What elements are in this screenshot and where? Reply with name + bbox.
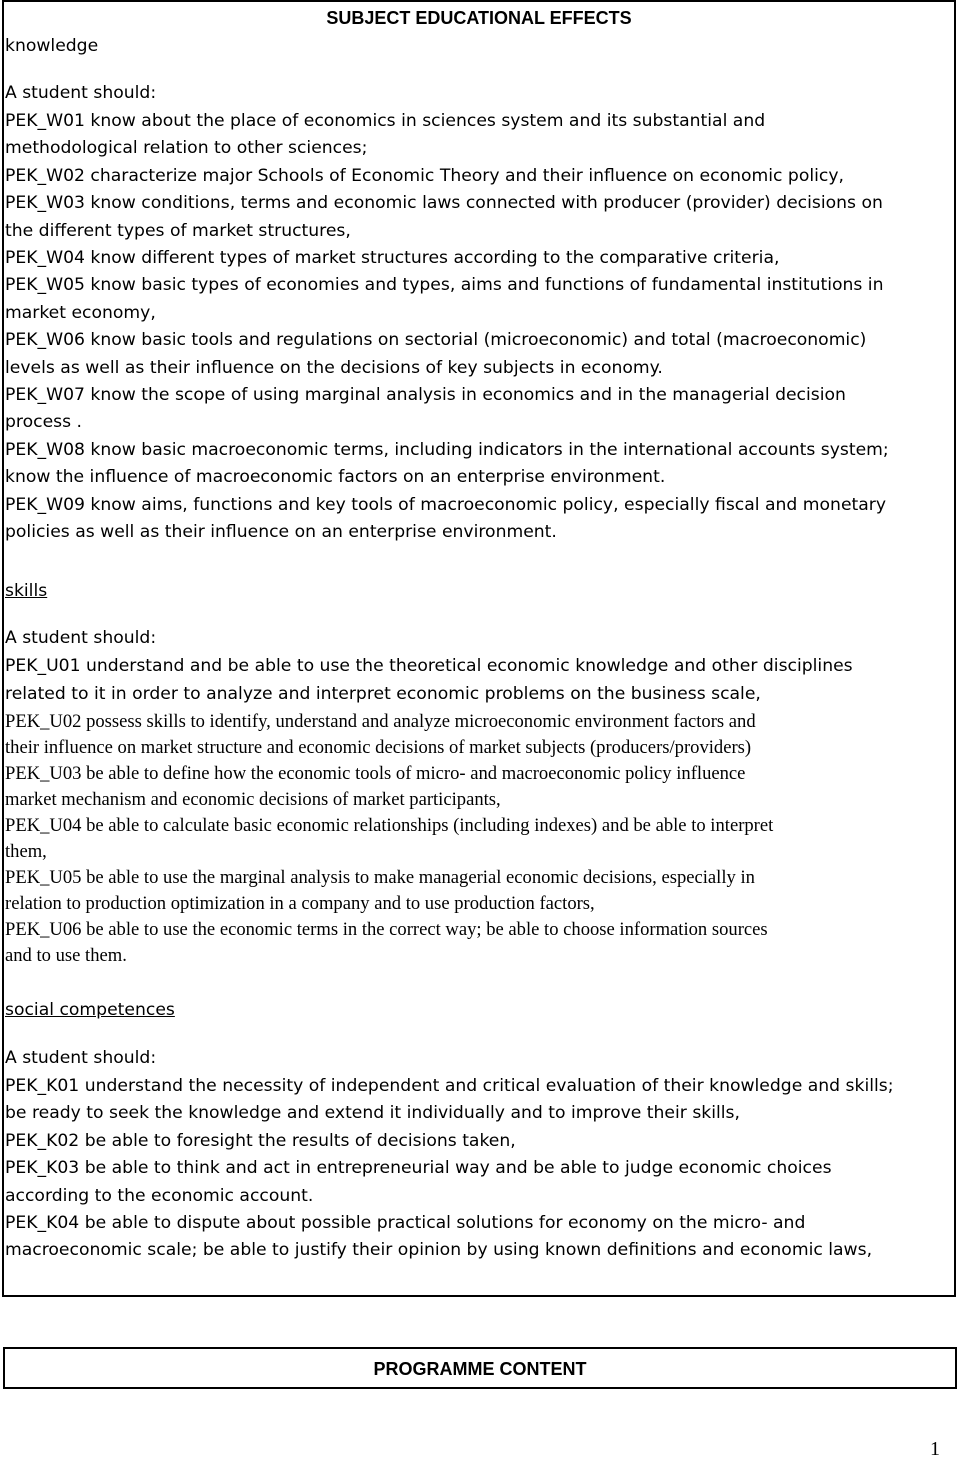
section-title: SUBJECT EDUCATIONAL EFFECTS [326, 8, 632, 28]
skills-line: PEK_U03 be able to define how the economic tools of micro- and macroeconomic policy influence [5, 763, 746, 784]
skills-line: them, [5, 841, 47, 862]
skills-line: related to it in order to analyze and interpret economic problems on the business scale, [5, 684, 761, 704]
social-intro: A student should: [5, 1048, 157, 1068]
social-line: macroeconomic scale; be able to justify their opinion by using known definitions and economic laws, [5, 1240, 873, 1261]
knowledge-line: PEK_W06 know basic tools and regulations on sectorial (microeconomic) and total (macroeconomic) [5, 330, 867, 351]
social-line: be ready to seek the knowledge and extend it individually and to improve their skills, [5, 1103, 740, 1124]
knowledge-line: PEK_W03 know conditions, terms and economic laws connected with producer (provider) decisions on [5, 193, 883, 214]
social-line: PEK_K02 be able to foresight the results of decisions taken, [5, 1130, 516, 1151]
knowledge-line: process . [5, 412, 82, 433]
skills-line: PEK_U06 be able to use the economic terms in the correct way; be able to choose information sources [5, 919, 768, 940]
knowledge-line: levels as well as their influence on the decisions of key subjects in economy. [5, 357, 663, 378]
social-line: PEK_K04 be able to dispute about possible practical solutions for economy on the micro- and [5, 1213, 806, 1233]
skills-line: market mechanism and economic decisions of market participants, [5, 789, 501, 810]
knowledge-line: PEK_W02 characterize major Schools of Economic Theory and their influence on economic policy, [5, 165, 844, 186]
knowledge-line: PEK_W08 know basic macroeconomic terms, including indicators in the international accounts system; [5, 439, 889, 460]
skills-line: PEK_U02 possess skills to identify, understand and analyze microeconomic environment factors and [5, 711, 756, 732]
knowledge-line: PEK_W05 know basic types of economies and types, aims and functions of fundamental institutions in [5, 275, 884, 296]
programme-content-header: PROGRAMME CONTENT [3, 1347, 957, 1389]
social-line: PEK_K01 understand the necessity of independent and critical evaluation of their knowledge and skills; [5, 1076, 894, 1096]
page-number: 1 [930, 1438, 940, 1460]
knowledge-intro: A student should: [5, 83, 157, 103]
skills-heading: skills [5, 581, 48, 601]
social-line: according to the economic account. [5, 1185, 314, 1206]
knowledge-line: methodological relation to other sciences; [5, 138, 368, 159]
skills-line: PEK_U01 understand and be able to use the theoretical economic knowledge and other disciplines [5, 656, 853, 676]
skills-line: and to use them. [5, 945, 127, 966]
knowledge-line: PEK_W01 know about the place of economics in sciences system and its substantial and [5, 111, 766, 131]
skills-line: their influence on market structure and economic decisions of market subjects (producers/providers) [5, 737, 752, 758]
skills-line: PEK_U05 be able to use the marginal analysis to make managerial economic decisions, especially in [5, 867, 755, 888]
knowledge-line: know the influence of macroeconomic factors on an enterprise environment. [5, 467, 666, 488]
knowledge-line: policies as well as their influence on an enterprise environment. [5, 522, 557, 542]
social-heading: social competences [5, 1000, 175, 1020]
knowledge-line: PEK_W04 know different types of market structures according to the comparative criteria, [5, 248, 780, 268]
skills-line: relation to production optimization in a company and to use production factors, [5, 893, 595, 914]
skills-intro: A student should: [5, 628, 157, 648]
knowledge-line: PEK_W09 know aims, functions and key tools of macroeconomic policy, especially fiscal and monetary [5, 494, 887, 515]
knowledge-line: market economy, [5, 302, 156, 323]
knowledge-line: the different types of market structures, [5, 220, 351, 241]
social-line: PEK_K03 be able to think and act in entrepreneurial way and be able to judge economic choices [5, 1158, 832, 1179]
knowledge-heading: knowledge [5, 36, 99, 56]
knowledge-line: PEK_W07 know the scope of using marginal analysis in economics and in the managerial decision [5, 385, 846, 405]
skills-line: PEK_U04 be able to calculate basic economic relationships (including indexes) and be able to interpret [5, 815, 774, 836]
